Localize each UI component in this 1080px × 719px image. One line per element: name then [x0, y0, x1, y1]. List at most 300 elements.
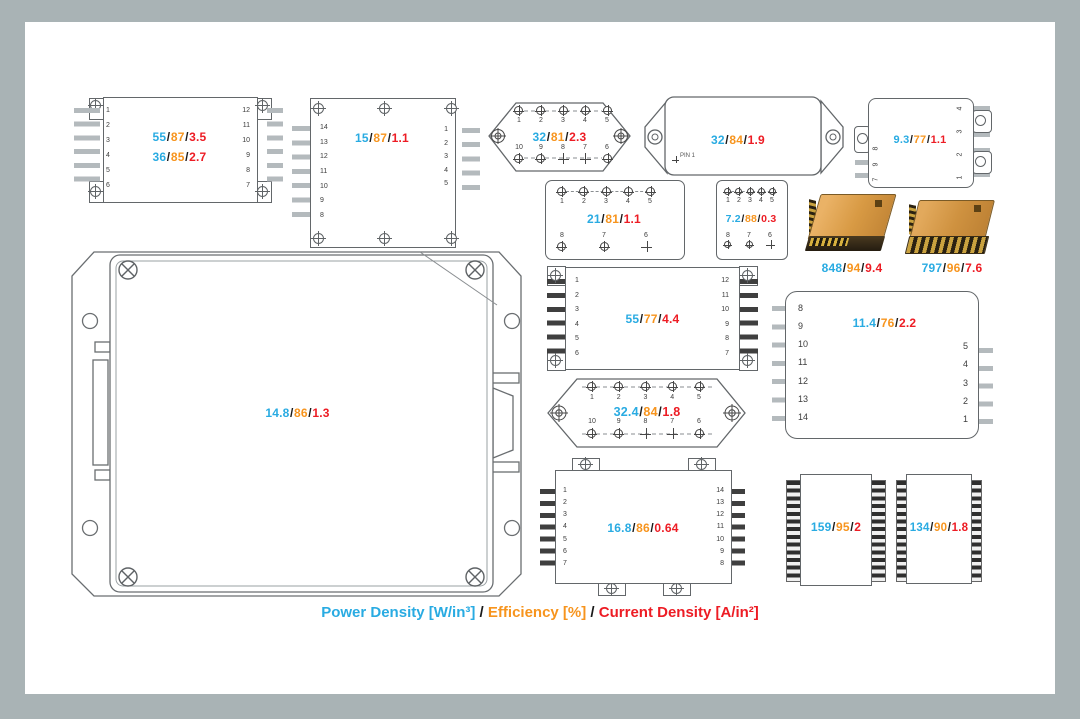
separator: /: [909, 134, 914, 146]
separator: /: [308, 406, 312, 420]
pin1-marker-icon: [672, 156, 679, 163]
pin-number: 8: [726, 232, 730, 239]
pd-value: 9.3: [893, 134, 910, 146]
eff-value: 90: [934, 522, 948, 534]
pin-number: 3: [643, 394, 648, 401]
module-wide-brick: [772, 288, 997, 440]
pin-number: 7: [246, 182, 250, 189]
pin-number: 5: [575, 335, 579, 343]
separator: /: [725, 133, 729, 147]
pin-number: 5: [605, 117, 609, 124]
module-header: [545, 180, 683, 258]
photo-top-face: [909, 200, 995, 240]
pin-number: 9: [872, 162, 880, 166]
pin-target-icon: [624, 187, 633, 196]
pin-number: 13: [320, 138, 328, 146]
pin-number: 7: [725, 349, 729, 357]
pin-number: 6: [697, 418, 701, 425]
pin-number: 12: [721, 277, 729, 284]
screw-icon: [90, 186, 101, 197]
separator: /: [166, 130, 171, 144]
cd-value: 2.2: [899, 316, 917, 330]
pin-number: 7: [602, 232, 606, 239]
separator: /: [757, 213, 761, 225]
photo-module-left: [806, 192, 898, 258]
pin-number: 7: [670, 418, 675, 425]
module-body: [785, 291, 979, 439]
eff-value: 88: [744, 213, 758, 225]
pin-number: 3: [563, 511, 567, 519]
pin-number: 3: [575, 306, 579, 314]
rating-label: [716, 213, 786, 225]
pin-number: 9: [320, 197, 324, 205]
pin-target-icon: [724, 241, 731, 248]
pin-target-icon: [579, 187, 588, 196]
pin-leads: [267, 108, 283, 187]
pin-targets-top: [587, 382, 704, 391]
pin-number: 8: [643, 418, 648, 425]
pin-leads: [462, 128, 480, 190]
eff-value: 85: [170, 150, 185, 164]
pin-number: 8: [246, 167, 250, 174]
pin-number: 4: [444, 166, 448, 174]
rating-label: [806, 261, 898, 275]
screw-icon: [696, 459, 707, 470]
pin-number: 3: [956, 129, 964, 134]
rating-label: [868, 134, 972, 146]
pin-number: 14: [798, 411, 809, 422]
pin-number: 9: [246, 152, 250, 159]
cd-value: 1.1: [391, 131, 409, 145]
pin-targets-bottom: [557, 242, 651, 251]
pin-number: 1: [563, 487, 567, 494]
pd-value: 36: [152, 150, 167, 164]
pin-number: 1: [575, 277, 579, 284]
separator: /: [387, 131, 392, 145]
pin-number: 4: [670, 394, 675, 401]
pin-numbers-left: [871, 142, 881, 180]
rating-label: [546, 405, 748, 419]
cd-value: 4.4: [662, 312, 680, 326]
pin-number: 5: [770, 197, 774, 204]
separator: /: [741, 213, 745, 225]
pin-numbers-bottom: [557, 232, 651, 239]
pin-number: 2: [106, 122, 110, 129]
pin-number: 8: [320, 211, 324, 219]
legend-efficiency: Efficiency [%]: [487, 604, 587, 621]
pin-number: 4: [956, 106, 964, 111]
pin-number: 13: [798, 393, 809, 404]
pin-numbers-top: [724, 197, 776, 204]
cd-value: 2.7: [189, 150, 207, 164]
pin-numbers-top: [514, 117, 612, 124]
screw-icon: [257, 186, 268, 197]
separator: /: [565, 130, 569, 144]
separator: /: [930, 522, 934, 534]
rating-label: [905, 261, 999, 275]
pin-number: 11: [320, 167, 328, 175]
pd-value: 14.8: [265, 406, 290, 420]
cd-value: 0.64: [654, 521, 679, 535]
pin-target-icon: [724, 188, 731, 195]
pin-number: 10: [716, 535, 724, 543]
pin-number: 4: [759, 197, 763, 204]
rating-label: [772, 316, 997, 330]
eff-value: 86: [636, 521, 650, 535]
pin-number: 1: [106, 107, 110, 114]
pin-target-icon: [600, 242, 609, 251]
screw-icon: [671, 583, 682, 594]
pin-numbers-bottom: [514, 144, 612, 151]
module-dip-28: [538, 455, 748, 595]
separator: /: [601, 212, 605, 226]
eff-value: 96: [946, 261, 961, 275]
rating-label: [487, 130, 632, 144]
legend-power-density: Power Density [W/in³]: [321, 604, 476, 621]
eff-value: 95: [836, 520, 850, 534]
pin-targets-top: [557, 187, 655, 196]
pin-numbers-top: [557, 198, 655, 205]
screw-icon: [580, 459, 591, 470]
pin-number: 14: [716, 487, 724, 494]
pin-target-icon: [769, 188, 776, 195]
pin-target-icon: [614, 382, 623, 391]
pin-target-icon: [758, 188, 765, 195]
pin-number: 3: [962, 377, 968, 388]
pin-number: 10: [320, 182, 328, 190]
pd-value: 134: [909, 522, 930, 534]
pin-number: 2: [563, 499, 567, 507]
pin-number: 2: [582, 198, 586, 205]
screw-icon: [550, 355, 561, 366]
separator: /: [876, 316, 881, 330]
separator: /: [369, 131, 373, 145]
screw-icon: [606, 583, 617, 594]
pin-number: 12: [798, 375, 809, 386]
pin-target-icon: [746, 241, 753, 248]
pin-number: 11: [242, 122, 250, 129]
cd-value: 1.8: [662, 405, 681, 419]
rating-label: [896, 522, 982, 534]
pin-number: 4: [626, 198, 630, 205]
module-hex-small: [487, 98, 632, 176]
rating-label: [786, 520, 886, 534]
pin-target-icon: [587, 429, 596, 438]
pin-target-icon: [557, 242, 566, 251]
rating-label: [103, 150, 256, 164]
separator: /: [166, 150, 171, 164]
pin-number: 4: [962, 359, 968, 370]
pin-target-icon: [514, 106, 523, 115]
screw-icon: [379, 103, 390, 114]
pin-cross-icon: [641, 429, 650, 438]
pin-number: 7: [872, 177, 880, 182]
eff-value: 84: [643, 405, 658, 419]
pd-value: 32.4: [613, 405, 639, 419]
module-photo: [905, 198, 999, 256]
screw-icon: [379, 233, 390, 244]
mounting-hole-icon: [975, 156, 986, 167]
separator: /: [894, 316, 899, 330]
pin-leads: [74, 108, 100, 187]
pin-cross-icon: [559, 154, 568, 163]
pin-number: 5: [697, 394, 701, 401]
cd-value: 7.6: [965, 261, 983, 275]
cd-value: 0.3: [761, 213, 777, 225]
pin-target-icon: [587, 382, 596, 391]
pin-target-icon: [641, 382, 650, 391]
pin-number: 2: [616, 394, 621, 401]
separator: /: [619, 212, 624, 226]
mounting-hole-icon: [857, 133, 868, 144]
pin-target-icon: [735, 188, 742, 195]
pin-target-icon: [747, 188, 754, 195]
pin1-label: PIN 1: [680, 153, 696, 159]
pin-number: 3: [106, 137, 110, 144]
mounting-hole-icon: [975, 115, 986, 126]
module-dip-dark-pins: [545, 262, 760, 374]
pd-value: 7.2: [725, 213, 741, 225]
pin-number: 2: [444, 139, 448, 147]
pin-number: 11: [721, 291, 729, 299]
pin-number: 3: [604, 198, 608, 205]
separator: /: [743, 133, 748, 147]
module-dip-flatpack: [73, 95, 298, 207]
pin-number: 10: [798, 339, 809, 350]
pin-number: 12: [242, 107, 250, 114]
separator: /: [639, 312, 644, 326]
pd-value: 55: [152, 130, 167, 144]
pin-number: 9: [616, 418, 621, 425]
module-flanged-brick: [643, 93, 848, 178]
module-rugged: [855, 88, 997, 200]
separator: /: [290, 406, 294, 420]
pin-number: 7: [563, 559, 567, 567]
pin-number: 6: [605, 144, 609, 151]
pin-number: 7: [583, 144, 587, 151]
pd-value: 32: [711, 133, 725, 147]
eff-value: 77: [643, 312, 658, 326]
legend-separator: /: [475, 604, 488, 621]
pin-number: 12: [716, 511, 724, 519]
pin-targets-bottom: [724, 241, 774, 248]
cd-value: 3.5: [189, 130, 207, 144]
pin-numbers-left: [106, 107, 116, 189]
pd-value: 797: [921, 261, 943, 275]
pin-number: 2: [956, 152, 964, 157]
cd-value: 1.1: [930, 134, 947, 146]
separator: /: [842, 261, 847, 275]
pin-cross-icon: [668, 429, 677, 438]
pin-number: 8: [720, 559, 724, 567]
pin-targets-top: [514, 106, 612, 115]
separator: /: [658, 312, 662, 326]
pin-number: 3: [561, 117, 565, 124]
pin-number: 9: [720, 547, 724, 555]
pin-target-icon: [695, 429, 704, 438]
pin-target-icon: [695, 382, 704, 391]
screw-icon: [742, 270, 753, 281]
pin-number: 9: [539, 144, 543, 151]
eff-value: 94: [846, 261, 861, 275]
screw-icon: [550, 270, 561, 281]
pd-value: 11.4: [852, 316, 877, 330]
cd-value: 1.3: [312, 406, 330, 420]
screw-icon: [313, 103, 324, 114]
pin-number: 10: [721, 306, 729, 314]
cd-value: 9.4: [865, 261, 883, 275]
photo-logo-mark: [974, 205, 981, 212]
screw-icon: [742, 355, 753, 366]
pin-number: 4: [575, 320, 579, 328]
pin-number: 2: [575, 291, 579, 299]
module-chassis-large: [70, 250, 525, 600]
pd-value: 159: [810, 520, 832, 534]
separator: /: [185, 150, 189, 164]
cd-value: 1.9: [747, 133, 765, 147]
pin-number: 11: [798, 357, 808, 368]
pin-number: 7: [747, 232, 751, 239]
pin-number: 2: [737, 197, 741, 204]
photo-front-face: [905, 236, 989, 254]
separator: /: [961, 261, 965, 275]
photo-logo-mark: [875, 200, 882, 207]
pd-value: 16.8: [607, 521, 632, 535]
pin-number: 5: [648, 198, 652, 205]
cd-value: 2.3: [569, 130, 587, 144]
pin-target-icon: [602, 187, 611, 196]
pin-number: 1: [962, 414, 968, 424]
pin-number: 5: [106, 167, 110, 174]
pin-number: 1: [560, 198, 564, 205]
pin-number: 8: [560, 232, 564, 239]
chassis-outline: [70, 250, 525, 600]
eff-value: 76: [880, 316, 895, 330]
cd-value: 2: [854, 520, 862, 534]
separator: /: [926, 134, 931, 146]
photo-module-right: [905, 198, 999, 256]
pin-number: 4: [563, 523, 567, 531]
pin-target-icon: [514, 154, 523, 163]
separator: /: [947, 522, 952, 534]
pin-number: 6: [563, 547, 567, 555]
pin-target-icon: [581, 106, 590, 115]
pin-cross-icon: [767, 241, 774, 248]
cd-value: 1.8: [951, 522, 969, 534]
rating-label: [70, 406, 525, 420]
cd-value: 1.1: [623, 212, 641, 226]
eff-value: 84: [729, 133, 744, 147]
pin-number: 8: [798, 303, 804, 313]
separator: /: [861, 261, 865, 275]
pin-number: 11: [716, 523, 724, 531]
pin-target-icon: [557, 187, 566, 196]
separator: /: [658, 405, 662, 419]
rating-label: [103, 130, 256, 144]
module-photo: [806, 192, 898, 258]
pd-value: 848: [821, 261, 843, 275]
pin-number: 3: [748, 197, 752, 204]
pin-number: 14: [320, 124, 328, 131]
pin-targets-bottom: [587, 429, 704, 438]
pd-value: 21: [587, 212, 601, 226]
pin-number: 10: [242, 137, 250, 144]
pin-number: 5: [444, 180, 448, 187]
pin-number: 6: [768, 232, 772, 239]
pin-numbers-right: [236, 107, 250, 189]
pd-value: 32: [532, 130, 547, 144]
photo-top-face: [807, 194, 896, 240]
pin-targets-bottom: [514, 154, 612, 163]
pd-value: 15: [355, 131, 369, 145]
separator: /: [546, 130, 551, 144]
separator: /: [650, 521, 654, 535]
separator: /: [632, 521, 636, 535]
pin-number: 2: [962, 395, 968, 406]
eff-value: 81: [605, 212, 620, 226]
pin-numbers-right: [956, 342, 968, 424]
pin-number: 8: [561, 144, 565, 151]
rating-label: [545, 212, 683, 226]
eff-value: 81: [550, 130, 565, 144]
pin-target-icon: [668, 382, 677, 391]
pin-number: 4: [583, 117, 587, 124]
pin-target-icon: [536, 154, 545, 163]
pin-number: 1: [590, 394, 594, 401]
separator: /: [831, 520, 836, 534]
rating-label: [538, 521, 748, 535]
separator: /: [185, 130, 189, 144]
pin-numbers-bottom: [724, 232, 774, 239]
eff-value: 86: [294, 406, 308, 420]
separator: /: [639, 405, 643, 419]
pin-target-icon: [536, 106, 545, 115]
eff-value: 87: [373, 131, 388, 145]
rating-label: [545, 312, 760, 326]
pin-number: 5: [563, 535, 567, 543]
rating-label: [310, 131, 454, 145]
legend-separator: /: [586, 604, 599, 621]
pin-target-icon: [603, 154, 612, 163]
pin-targets-top: [724, 188, 776, 195]
pin-number: 6: [106, 182, 110, 189]
pin-leads: [292, 126, 310, 217]
screw-icon: [446, 103, 457, 114]
pin-number: 9: [725, 320, 729, 328]
module-square-flatpack: [292, 96, 484, 252]
rating-label: [643, 133, 833, 147]
pin-number: 6: [575, 349, 579, 357]
eff-value: 77: [913, 134, 927, 146]
pin-number: 10: [515, 144, 523, 151]
screw-icon: [446, 233, 457, 244]
pin-number: 1: [956, 175, 964, 180]
pin-number: 6: [644, 232, 648, 239]
pin-number: 8: [872, 146, 880, 151]
module-sip-left: [786, 468, 886, 590]
pin-number: 10: [588, 418, 596, 425]
pin-number: 3: [444, 153, 448, 160]
module-sip-right: [896, 470, 982, 588]
pin-number: 1: [726, 197, 730, 204]
pin-numbers-top: [587, 394, 704, 401]
pin-number: 12: [320, 153, 328, 161]
pin-number: 2: [539, 117, 543, 124]
pin-number: 4: [106, 152, 110, 159]
pin-cross-icon: [581, 154, 590, 163]
separator: /: [942, 261, 947, 275]
eff-value: 87: [170, 130, 185, 144]
